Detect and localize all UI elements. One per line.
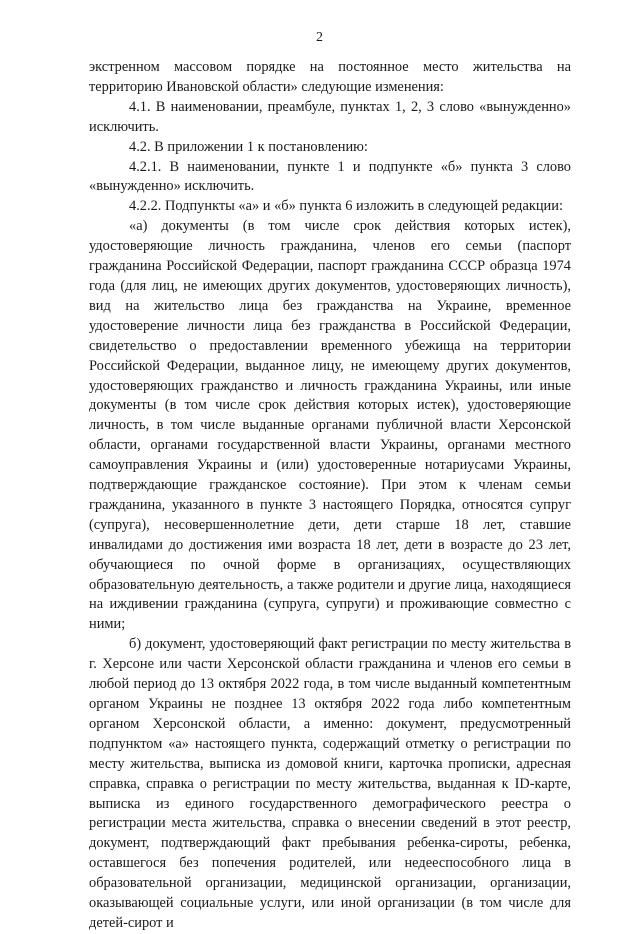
subparagraph-b: б) документ, удостоверяющий факт регистрации по месту жительства в г. Херсоне или части Херсонской области гражданина и членов его семьи в любой период до 13 октября 2022 года, в том числе выданный компетентным органом Украины не позднее 13 октября 2022 года либо компетентным органом Херсонской области, а именно: документ, предусмотренный подпунктом «а» настоящего пункта, содержащий отметку о регистрации по месту жительства, выписка из домовой книги, карточка прописки, адресная справка, справка о регистрации по месту жительства, выданная к ID-карте, выписка из единого государственного демографического реестра о регистрации места жительства, справка о внесении сведений в этот реестр, документ, подтверждающий факт пребывания ребенка-сироты, ребенка, оставшегося без попечения родителей, или недееспособного лица в образовательной организации, медицинской организации, организации, оказывающей социальные услуги, или иной организации (в том числе для детей-сирот и <box>89 636 571 931</box>
document-body <box>89 58 571 934</box>
paragraph-4-1: 4.1. В наименовании, преамбуле, пунктах 1, 2, 3 слово «вынужденно» исключить. <box>89 98 571 135</box>
subparagraph-a: «а) документы (в том числе срок действия которых истек), удостоверяющие личность гражданина, членов его семьи (паспорт гражданина Российской Федерации, паспорт гражданина СССР образца 1974 года (для лиц, не имеющих других документов, удостоверяющих личность), вид на жительство лица без гражданства на Украине, временное удостоверение личности лица без гражданства в Российской Федерации, свидетельство о предоставлении временного убежища на территории Российской Федерации, выданное лицу, не имеющему других документов, удостоверяющих гражданство и личность гражданина Украины, или иные документы (в том числе срок действия которых истек), удостоверяющие личность, в том числе выданные органами публичной власти Херсонской области, органами государственной власти Украины, органами местного самоуправления Украины и (или) удостоверенные нотариусами Украины, подтверждающие гражданское состояние). При этом к членам семьи гражданина, указанного в пункте 3 настоящего Порядка, относятся супруг (супруга), несовершеннолетние дети, дети старше 18 лет, ставшие инвалидами до достижения ими возраста 18 лет, дети в возрасте до 23 лет, обучающиеся по очной форме в организациях, осуществляющих образовательную деятельность, а также родители и другие лица, находящиеся на иждивении гражданина (супруга, супруги) и проживающие совместно с ними; <box>89 218 571 633</box>
page-number: 2 <box>316 30 323 45</box>
paragraph-4-2-2: 4.2.2. Подпункты «а» и «б» пункта 6 изложить в следующей редакции: <box>129 198 563 215</box>
paragraph-intro-continuation: экстренном массовом порядке на постоянное место жительства на территорию Ивановской области» следующие изменения: <box>89 59 571 95</box>
paragraph-4-2-1: 4.2.1. В наименовании, пункте 1 и подпункте «б» пункта 3 слово «вынужденно» исключить. <box>89 158 571 195</box>
paragraph-4-2: 4.2. В приложении 1 к постановлению: <box>129 138 368 155</box>
